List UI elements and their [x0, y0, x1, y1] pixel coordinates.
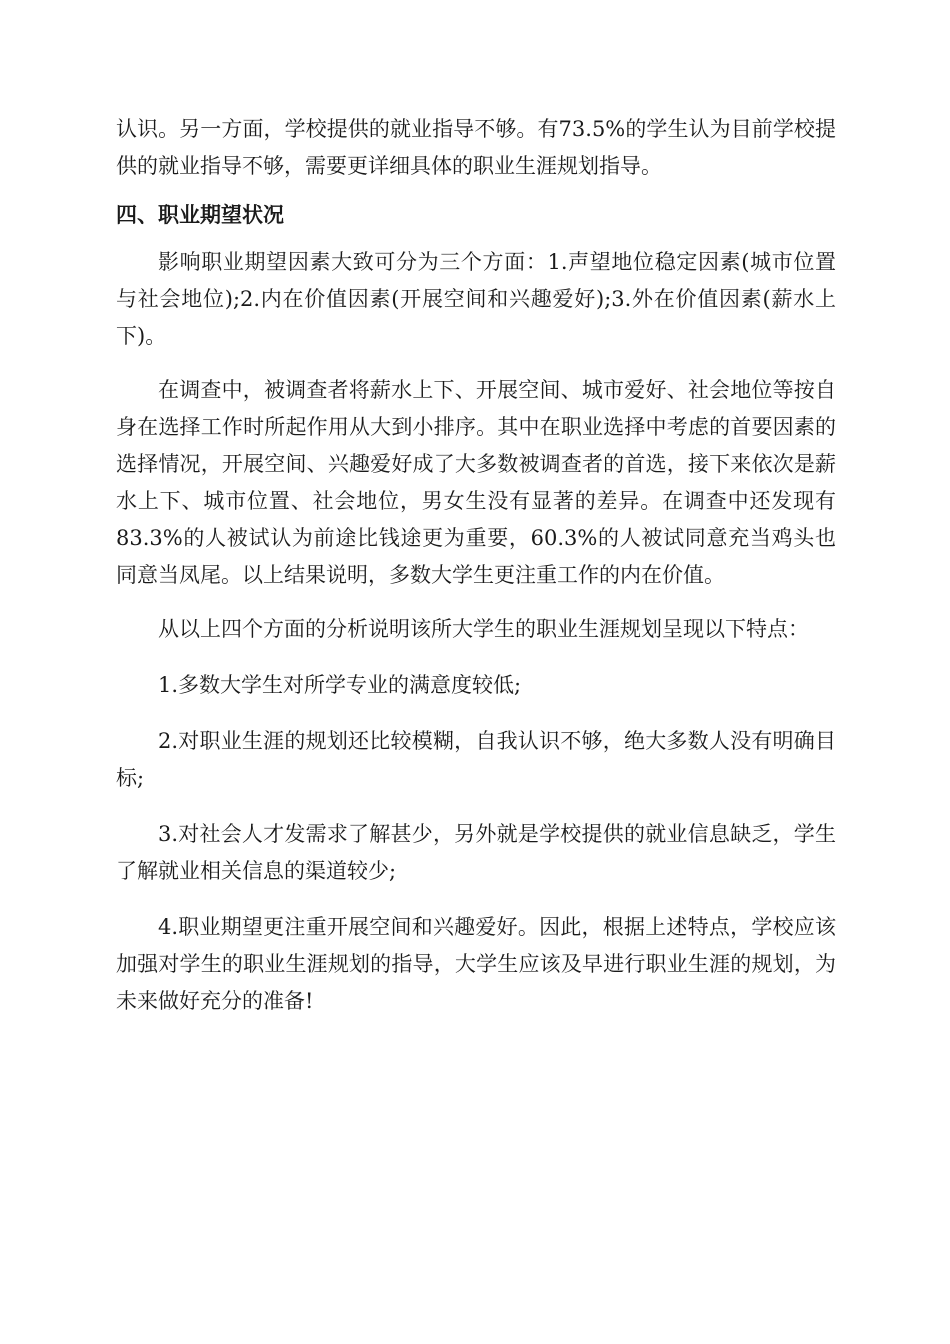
paragraph-survey: 在调查中，被调查者将薪水上下、开展空间、城市爱好、社会地位等按自身在选择工作时所起作用从大到小排序。其中在职业选择中考虑的首要因素的选择情况，开展空间、兴趣爱好成了大多数被调查者的首选，接下来依次是薪水上下、城市位置、社会地位，男女生没有显著的差异。在调查中还发现有83.3%的人被试认为前途比钱途更为重要，60.3%的人被试同意充当鸡头也同意当凤尾。以上结果说明，多数大学生更注重工作的内在价值。 — [116, 378, 836, 587]
list-item-4: 4.职业期望更注重开展空间和兴趣爱好。因此，根据上述特点，学校应该加强对学生的职业生涯规划的指导，大学生应该及早进行职业生涯的规划，为未来做好充分的准备! — [116, 915, 836, 1013]
intro-paragraph: 认识。另一方面，学校提供的就业指导不够。有73.5%的学生认为目前学校提供的就业指导不够，需要更详细具体的职业生涯规划指导。 — [116, 117, 836, 178]
document-body — [116, 111, 836, 1020]
section-heading: 四、职业期望状况 — [116, 203, 284, 227]
paragraph-summary-intro: 从以上四个方面的分析说明该所大学生的职业生涯规划呈现以下特点： — [158, 617, 809, 641]
paragraph-factors: 影响职业期望因素大致可分为三个方面：1.声望地位稳定因素(城市位置与社会地位);2.内在价值因素(开展空间和兴趣爱好);3.外在价值因素(薪水上下)。 — [116, 250, 836, 348]
list-item-1: 1.多数大学生对所学专业的满意度较低; — [158, 673, 522, 697]
list-item-2: 2.对职业生涯的规划还比较模糊，自我认识不够，绝大多数人没有明确目标; — [116, 729, 836, 790]
list-item-3: 3.对社会人才发需求了解甚少，另外就是学校提供的就业信息缺乏，学生了解就业相关信息的渠道较少; — [116, 822, 836, 883]
